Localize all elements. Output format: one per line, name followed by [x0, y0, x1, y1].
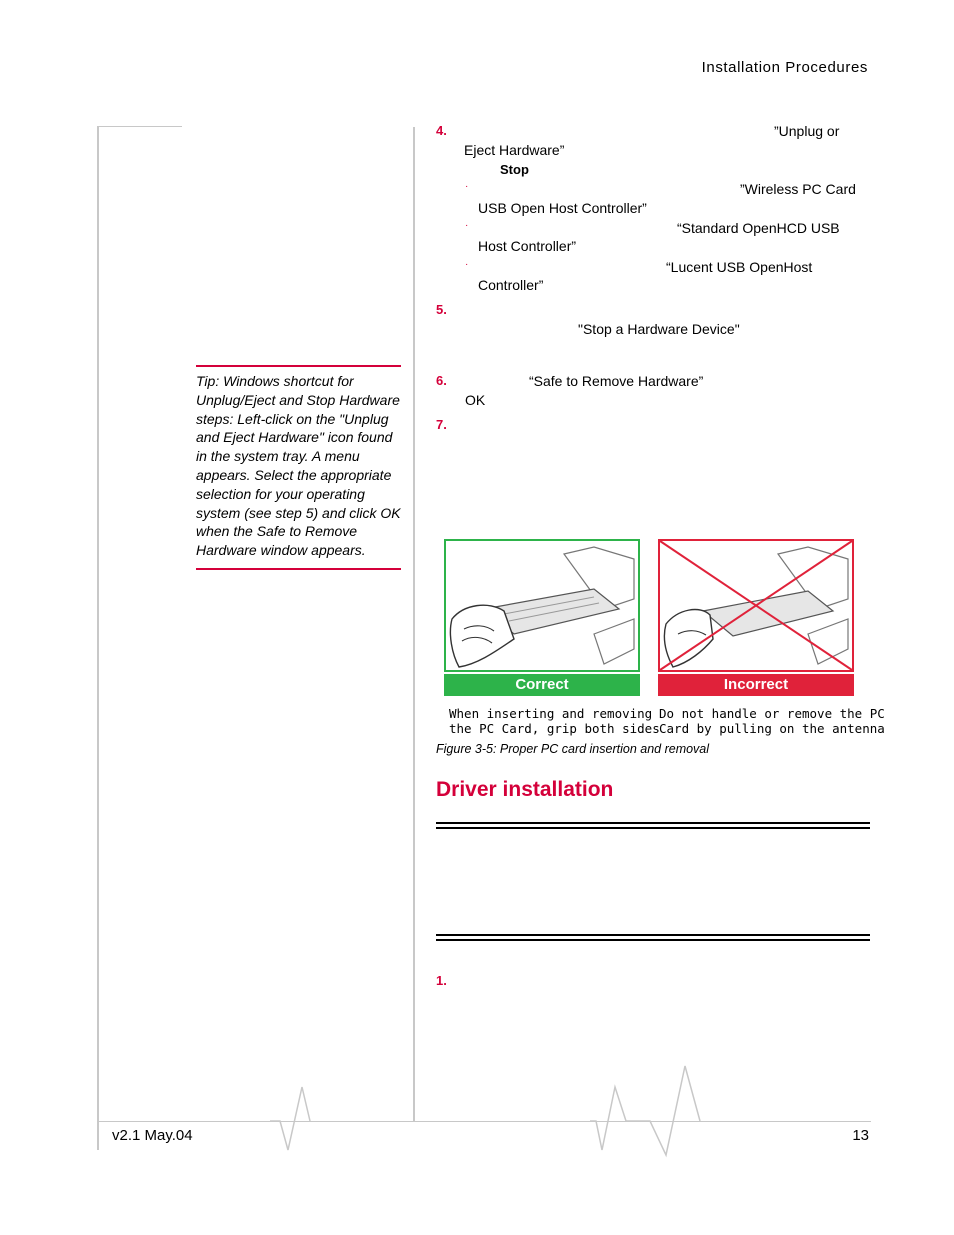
section-step-1-number: 1. — [436, 973, 447, 988]
tip-note: Tip: Windows shortcut for Unplug/Eject and Stop Hardware steps: Left-click on the "Unplug and Eject Hardware" icon found in the system tray. A menu appears. Select the appropriate selection for your operating system (see step 5) and click OK when the Safe to Remove Hardware window appears. — [196, 373, 401, 559]
note-top-double-rule — [436, 822, 870, 829]
bullet-2-text-b: Host Controller” — [478, 238, 577, 254]
correct-caption-line-1: When inserting and removing — [449, 706, 653, 721]
bullet-3-text-b: Controller” — [478, 277, 544, 293]
running-header: Installation Procedures — [701, 59, 868, 76]
correct-illustration — [444, 539, 640, 672]
left-margin-rule — [97, 127, 99, 1150]
step-4-stop: Stop — [500, 162, 529, 177]
figure-caption: Figure 3-5: Proper PC card insertion and removal — [436, 742, 710, 756]
correct-label-bar — [444, 674, 640, 696]
incorrect-label-bar — [658, 674, 854, 696]
incorrect-label: Incorrect — [723, 676, 789, 693]
step-7-number: 7. — [436, 417, 447, 432]
correct-caption-line-2: the PC Card, grip both sides — [449, 721, 660, 736]
step-6-number: 6. — [436, 373, 447, 388]
bullet-2-text-a: “Standard OpenHCD USB — [677, 220, 840, 236]
step-4-text-unplug: ”Unplug or — [774, 123, 840, 139]
incorrect-illustration — [658, 539, 854, 672]
note-bottom-double-rule — [436, 934, 870, 941]
tip-top-rule — [196, 365, 401, 367]
bullet-3: · — [465, 259, 469, 270]
step-6-text: “Safe to Remove Hardware” — [529, 373, 704, 389]
correct-label: Correct — [515, 676, 569, 693]
figure-incorrect-panel — [658, 539, 854, 699]
step-6-ok: OK — [465, 392, 486, 408]
bullet-3-text-a: “Lucent USB OpenHost — [666, 259, 813, 275]
step-5-text: "Stop a Hardware Device" — [578, 321, 740, 337]
incorrect-caption-line-1: Do not handle or remove the PC — [659, 706, 885, 721]
figure-correct-panel — [444, 539, 640, 699]
section-heading: Driver installation — [436, 778, 614, 801]
bullet-1: · — [465, 181, 469, 192]
top-left-rule — [97, 126, 182, 127]
footer-page-number: 13 — [852, 1127, 869, 1144]
step-4-text-eject: Eject Hardware” — [464, 142, 565, 158]
footer-version: v2.1 May.04 — [112, 1127, 193, 1144]
bullet-1-text-a: ”Wireless PC Card — [740, 181, 856, 197]
bullet-1-text-b: USB Open Host Controller” — [478, 200, 647, 216]
step-5-number: 5. — [436, 302, 447, 317]
column-divider-rule — [413, 127, 415, 1122]
bullet-2: · — [465, 220, 469, 231]
step-4-number: 4. — [436, 123, 447, 138]
incorrect-caption-line-2: Card by pulling on the antenna — [659, 721, 885, 736]
footer-wave-graphic — [270, 1060, 720, 1165]
tip-bottom-rule — [196, 568, 401, 570]
